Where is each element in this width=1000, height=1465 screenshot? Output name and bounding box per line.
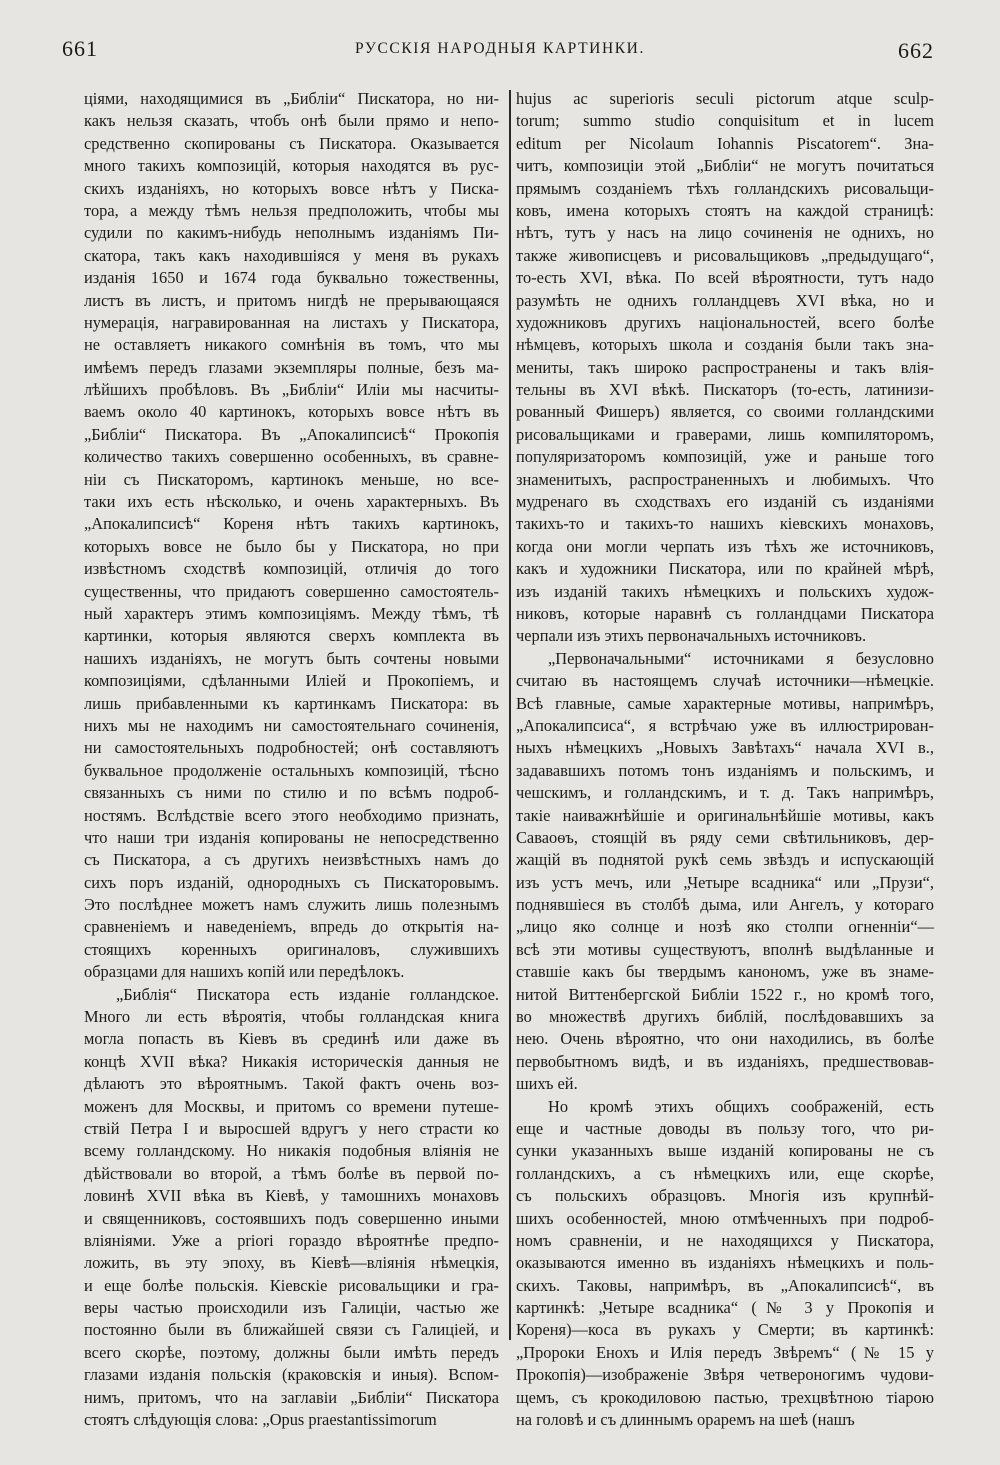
text-line: нашихъ изданіяхъ, не могутъ быть сочтены новыми [84,648,499,668]
text-line: ціями, находящимися въ „Библіи“ Пискатора, но ни- [84,89,499,108]
text-line: ставшіе какъ бы твердымъ канономъ, уже въ знаме- [516,962,934,982]
text-line: ствій Петра I и выросшей вдругъ у него страсти ко [84,1118,499,1138]
text-line: листъ въ листъ, и притомъ нигдѣ не прерывающаяся [84,290,499,310]
text-line: образцами для нашихъ копій или передѣлокъ. [84,962,405,982]
text-line: ныхъ нѣмецкихъ „Новыхъ Завѣтахъ“ начала XVI в., [516,738,934,758]
column-divider [509,90,511,1340]
text-line: Но кромѣ этихъ общихъ соображеній, есть [548,1096,934,1116]
text-line: считаю въ настоящемъ случаѣ источники—нѣмецкіе. [516,671,934,691]
text-line: голландскихъ, а съ нѣмецкихъ или, еще скорѣе, [516,1163,934,1183]
text-line: что наши три изданія копированы не непосредственно [84,827,499,847]
running-title: РУССКІЯ НАРОДНЫЯ КАРТИНКИ. [355,40,645,57]
text-line: „Библія“ Пискатора есть изданіе голландское. [116,984,499,1004]
text-line: связанныхъ съ ними по стилю и по всѣмъ подроб- [84,783,499,803]
text-line: изъ изданій такихъ нѣмецкихъ и польскихъ худож- [516,581,934,601]
text-line: также живописцевъ и рисовальщиковъ „предыдущаго“, [516,245,934,265]
text-line: постоянно были въ ближайшей связи съ Галиціей, и [84,1320,499,1340]
text-line: нею. Очень вѣроятно, что они находились, въ болѣе [516,1029,934,1049]
text-line: знаменитыхъ, распространенныхъ и любимыхъ. Что [516,469,934,489]
text-line: еще и частные доводы въ пользу того, что ри- [516,1118,934,1138]
text-line: изданія 1650 и 1674 года буквально тожественны, [84,268,499,288]
text-line: картинкѣ: „Четыре всадника“ (№ 3 у Прокопія и [516,1298,934,1318]
text-column-left [84,88,499,1430]
text-line: мудренаго въ сходствахъ его изданій съ изданіями [516,492,934,512]
text-line: то-есть XVI, вѣка. По всей вѣроятности, тутъ надо [516,268,934,288]
text-line: художниковъ другихъ національностей, всего болѣе [516,312,934,332]
text-line: нихъ мы не находимъ ни самостоятельнаго сочиненія, [84,715,499,735]
text-line: концѣ XVII вѣка? Никакія историческія данныя не [84,1051,499,1071]
text-line: и священниковъ, состоявшихъ подъ совершенно иными [84,1208,499,1228]
text-line: дѣлаютъ это вѣроятнымъ. Такой фактъ очень воз- [84,1074,499,1094]
text-line: ностямъ. Вслѣдствіе всего этого необходимо признать, [84,805,499,825]
text-line: сравненіемъ и наведеніемъ, впредь до открытія на- [84,917,499,937]
text-line: которыхъ вовсе не было бы у Пискатора, но при [84,536,499,556]
text-line: существенны, что придаютъ совершенно самостоятель- [84,581,499,601]
text-line: съ Пискатора, а съ другихъ неизвѣстныхъ намъ до [84,850,499,870]
text-line: ный характеръ этимъ композиціямъ. Между тѣмъ, тѣ [84,603,499,623]
text-line: оказываются именно въ изданіяхъ нѣмецкихъ и поль- [516,1253,934,1273]
text-line: не оставляетъ никакого сомнѣнія въ томъ, что мы [84,335,499,355]
text-line: такихъ-то и такихъ-то нашихъ кіевскихъ монаховъ, [516,514,934,534]
text-line: нимъ, притомъ, что на заглавіи „Библіи“ Пискатора [84,1387,499,1407]
text-line: torum; summo studio conquisitum et in lucem [516,111,934,131]
text-line: шихъ особенностей, мною отмѣченныхъ при подроб- [516,1208,934,1228]
page-number-left: 661 [62,36,98,61]
text-line: ни самостоятельныхъ подробностей; онѣ составляютъ [84,738,499,758]
text-line: мениты, такъ широко распространены и такъ влія- [516,357,934,377]
text-line: лѣйшихъ пробѣловъ. Въ „Библіи“ Иліи мы насчиты- [84,380,499,400]
text-line: жащій въ поднятой рукѣ семь звѣздъ и испускающій [516,850,934,870]
text-line: веры частью происходили изъ Галиціи, частью же [84,1298,499,1318]
text-line: скихъ изданіяхъ, но которыхъ вовсе нѣтъ у Писка- [84,178,499,198]
text-line: съ польскихъ образцовъ. Многія изъ крупнѣй- [516,1186,934,1206]
text-line: ложить, въ эту эпоху, въ Кіевѣ—вліянія нѣмецкія, [84,1253,499,1273]
text-line: картинки, которыя являются сверхъ комплекта въ [84,626,499,646]
text-line: какъ и художники Пискатора, или по крайней мѣрѣ, [516,559,934,579]
text-line: всѣ эти мотивы существуютъ, вполнѣ выдѣланные и [516,939,934,959]
text-line: Саваоѳъ, стоящій въ ряду семи свѣтильниковъ, дер- [516,827,934,847]
page-header [0,34,1000,68]
text-line: сихъ поръ изданій, однородныхъ съ Пискаторовымъ. [84,872,499,892]
text-line: шихъ ей. [516,1074,578,1094]
text-line: средственно скопированы съ Пискатора. Оказывается [84,133,499,153]
text-line: номъ сравненіи, и не находящихся у Пискатора, [516,1230,934,1250]
text-line: популяризаторомъ композицій, уже и раньше того [516,447,934,467]
text-line: „Апокалипсиса“, я встрѣчаю уже въ иллюстрирован- [516,715,934,735]
text-line: Это послѣднее можетъ намъ служить лишь полезнымъ [84,895,499,915]
text-line: задававшихъ потомъ тонъ изданіямъ и польскимъ, и [516,760,934,780]
text-line: буквальное продолженіе остальныхъ композицій, тѣсно [84,760,499,780]
text-line: нѣтъ, тутъ у насъ на лицо сочиненія не однихъ, но [516,223,934,243]
text-line: дѣйствовали во второй, а тѣмъ болѣе въ первой по- [84,1163,499,1183]
text-line: „Пророки Енохъ и Илія передъ Звѣремъ“ (№ 15 у [516,1342,934,1362]
text-line: какъ нельзя сказать, чтобъ онѣ были прямо и непо- [84,111,499,131]
text-line: „Первоначальными“ источниками я безусловно [548,648,934,668]
text-line: „Библіи“ Пискатора. Въ „Апокалипсисѣ“ Прокопія [84,424,499,444]
text-line: количество такихъ совершенно особенныхъ, въ сравне- [84,447,499,467]
text-line: нумерація, награвированная на листахъ у Пискатора, [84,312,499,332]
text-line: на головѣ и съ длиннымъ ораремъ на шеѣ (нашъ [516,1410,855,1430]
text-line: всему голландскому. Но никакія подобныя вліянія не [84,1141,499,1161]
text-line: поднявшіеся въ столбѣ дыма, или Ангелъ, у котораго [516,895,934,915]
text-line: лишь прибавленными къ картинкамъ Пискатора: въ [84,693,499,713]
text-line: когда они могли черпать изъ тѣхъ же источниковъ, [516,536,934,556]
text-line: композиціями, сдѣланными Иліей и Прокопіемъ, и [84,671,499,691]
text-line: нѣмцевъ, которыхъ школа и созданія были такъ зна- [516,335,934,355]
text-line: судили по какимъ-нибудь неполнымъ изданіямъ Пи- [84,223,499,243]
text-line: скихъ. Таковы, напримѣръ, въ „Апокалипсисѣ“, въ [516,1275,934,1295]
text-line: „Апокалипсисѣ“ Кореня нѣтъ такихъ картинокъ, [84,514,499,534]
text-line: тельны въ XVI вѣкѣ. Пискаторъ (то-есть, латинизи- [516,380,934,400]
text-line: разумѣть не однихъ голландцевъ XVI вѣка, но и [516,290,934,310]
text-line: читъ, композиціи этой „Библіи“ не могутъ почитаться [516,156,934,176]
text-line: такіе наиважнѣйшіе и оригинальнѣйшіе мотивы, какъ [516,805,934,825]
text-line: hujus ac superioris seculi pictorum atque sculp- [516,89,934,108]
text-line: editum per Nicolaum Iohannis Piscatorem“. Зна- [516,133,934,153]
text-line: ваемъ около 40 картинокъ, которыхъ вовсе нѣтъ въ [84,402,499,422]
text-line: первобытномъ видѣ, и въ изданіяхъ, предшествовав- [516,1051,934,1071]
text-line: ніи съ Пискаторомъ, картинокъ меньше, но все- [84,469,499,489]
text-line: прямымъ созданіемъ тѣхъ голландскихъ рисовальщи- [516,178,934,198]
text-line: Всѣ главные, самые характерные мотивы, напримѣръ, [516,693,934,713]
text-line: изъ устъ мечъ, или „Четыре всадника“ или „Прузи“, [516,872,934,892]
text-line: скатора, такъ какъ находившіяся у меня въ рукахъ [84,245,499,265]
text-line: Прокопія)—изображеніе Звѣря четвероногимъ чудови- [516,1365,934,1385]
text-line: никовъ, которые наравнѣ съ голландцами Пискатора [516,603,934,623]
text-line: могла попасть въ Кіевъ въ срединѣ или даже въ [84,1029,499,1049]
text-line: много такихъ композицій, которыя находятся въ рус- [84,156,499,176]
text-line: моженъ для Москвы, и притомъ со времени путеше- [84,1096,499,1116]
text-line: извѣстномъ сходствѣ композицій, отличія до того [84,559,499,579]
text-line: Кореня)—коса въ рукахъ у Смерти; въ картинкѣ: [516,1320,934,1340]
text-line: нитой Виттенбергской Библіи 1522 г., но кромѣ того, [516,984,934,1004]
text-line: всего скорѣе, поэтому, должны были имѣть передъ [84,1342,499,1362]
text-line: вліяніями. Уже а priori гораздо вѣроятнѣе предпо- [84,1230,499,1250]
text-line: таки ихъ есть нѣсколько, и очень характерныхъ. Въ [84,492,499,512]
text-line: имѣемъ передъ глазами экземпляры полные, безъ ма- [84,357,499,377]
text-line: глазами изданія польскія (краковскія и иныя). Вспом- [84,1365,499,1385]
text-line: стоятъ слѣдующія слова: „Opus praestantissimorum [84,1410,437,1430]
text-line: тора, а между тѣмъ нельзя предположить, чтобы мы [84,200,499,220]
text-line: „лицо яко солнце и нозѣ яко столпи огненніи“— [516,917,934,937]
text-line: Много ли есть вѣроятія, чтобы голландская книга [84,1007,499,1027]
text-line: стоящихъ коренныхъ оригиналовъ, служившихъ [84,939,499,959]
page-number-right: 662 [898,38,934,63]
text-line: ковъ, имена которыхъ стоятъ на каждой страницѣ: [516,200,934,220]
text-line: во множествѣ другихъ библій, послѣдовавшихъ за [516,1007,934,1027]
text-line: черпали изъ этихъ первоначальныхъ источниковъ. [516,626,867,646]
text-line: рисовальщиками и граверами, лишь компиляторомъ, [516,424,934,444]
text-column-right [516,88,934,1430]
text-line: рованный Фишеръ) является, со своими голландскими [516,402,934,422]
text-line: щемъ, съ крокодиловою пастью, трехцвѣтною тіарою [516,1387,934,1407]
text-line: и еще болѣе польскія. Кіевскіе рисовальщики и гра- [84,1275,499,1295]
text-line: чешскимъ, и голландскимъ, и т. д. Такъ напримѣръ, [516,783,934,803]
text-line: ловинѣ XVII вѣка въ Кіевѣ, у тамошнихъ монаховъ [84,1186,499,1206]
text-line: сунки указанныхъ выше изданій копированы не съ [516,1141,934,1161]
